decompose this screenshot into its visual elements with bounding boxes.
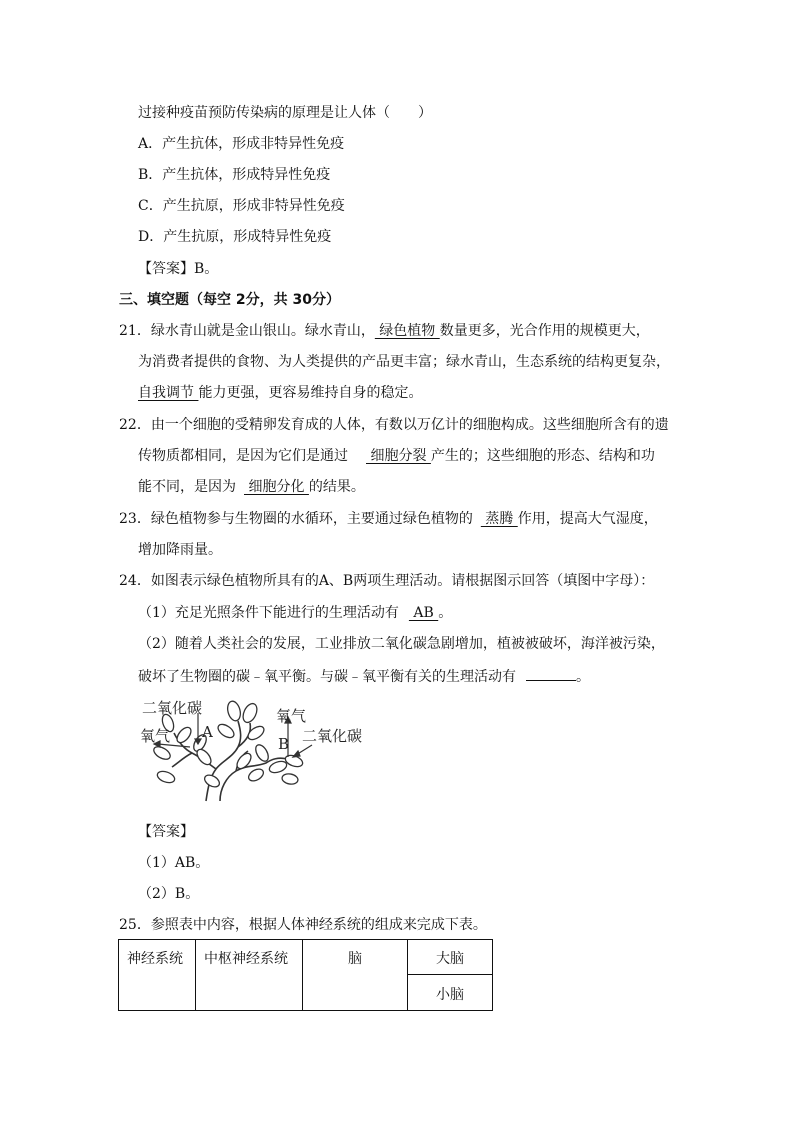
q21-text-c: 能力更强，更容易维持自身的稳定。 xyxy=(198,385,423,401)
q24-sub-2-line-2 xyxy=(138,666,590,686)
nervous-system-table xyxy=(118,939,493,1011)
q22-line-3 xyxy=(138,478,365,496)
label-o2-right: 氧气 xyxy=(276,707,307,725)
q22-text-c: 能不同，是因为 xyxy=(138,479,236,495)
plant-diagram xyxy=(138,697,374,803)
q22-answer-2: 细胞分化 xyxy=(244,479,309,495)
q21-line-1 xyxy=(119,322,650,340)
q24-answer-1: （1）AB。 xyxy=(138,855,210,871)
q20-option-b: B．产生抗体，形成特异性免疫 xyxy=(138,167,331,183)
q24-sub2-blank xyxy=(526,666,576,681)
q21-line-2: 为消费者提供的食物、为人类提供的产品更丰富；绿水青山，生态系统的结构更复杂， xyxy=(138,354,670,370)
q21-text-a: 21．绿水青山就是金山银山。绿水青山， xyxy=(119,323,375,339)
q24-answer-heading: 【答案】 xyxy=(138,824,194,840)
q21-answer-1: 绿色植物 xyxy=(374,323,440,339)
q21-answer-2: 自我调节 xyxy=(138,385,199,401)
q22-text-d: 的结果。 xyxy=(308,479,365,495)
q24-sub2-end: 。 xyxy=(576,669,590,685)
q24-answer-2: （2）B。 xyxy=(138,886,200,902)
q20-option-d: D．产生抗原，形成特异性免疫 xyxy=(138,229,332,245)
label-o2-left: 氧气 xyxy=(140,727,171,745)
cell-nervous-system: 神经系统 xyxy=(119,940,196,1011)
label-b: B xyxy=(278,735,290,753)
q20-option-c: C．产生抗原，形成非特异性免疫 xyxy=(138,198,345,214)
q20-option-a: A．产生抗体，形成非特异性免疫 xyxy=(138,136,345,152)
q24-sub2-text: 破坏了生物圈的碳﹣氧平衡。与碳﹣氧平衡有关的生理活动有 xyxy=(138,669,516,685)
q24-sub1-end: 。 xyxy=(438,605,453,621)
label-co2-left: 二氧化碳 xyxy=(142,699,203,717)
q23-line-1 xyxy=(119,510,658,528)
q22-line-2 xyxy=(138,447,655,465)
q22-answer-1: 细胞分裂 xyxy=(366,448,431,464)
q24-stem: 24．如图表示绿色植物所具有的A、B两项生理活动。请根据图示回答（填图中字母）： xyxy=(119,573,655,589)
q21-text-b: 数量更多，光合作用的规模更大， xyxy=(439,323,650,339)
label-a: A xyxy=(202,723,213,741)
arrow-b-in-head xyxy=(293,751,300,757)
q23-text-a: 23．绿色植物参与生物圈的水循环，主要通过绿色植物的 xyxy=(119,511,473,527)
q20-stem: 过接种疫苗预防传染病的原理是让人体（ ） xyxy=(138,105,432,121)
q24-sub-2-line-1: （2）随着人类社会的发展，工业排放二氧化碳急剧增加，植被被破坏，海洋被污染， xyxy=(138,636,665,652)
label-co2-right: 二氧化碳 xyxy=(302,727,363,745)
section-title: 三、填空题（每空 2分，共 30分） xyxy=(119,292,340,308)
cell-cerebrum: 大脑 xyxy=(408,940,493,975)
q24-sub1-text: （1）充足光照条件下能进行的生理活动有 xyxy=(138,605,399,621)
q23-answer: 蒸腾 xyxy=(480,511,518,527)
q20-answer: 【答案】B。 xyxy=(138,261,219,277)
q24-sub1-answer: AB xyxy=(408,605,439,621)
q22-text-a: 传物质都相同，是因为它们是通过 xyxy=(138,448,348,464)
q22-text-b: 产生的；这些细胞的形态、结构和功 xyxy=(430,448,655,464)
cell-brain: 脑 xyxy=(303,940,408,1011)
cell-cerebellum: 小脑 xyxy=(408,975,493,1011)
q23-line-2: 增加降雨量。 xyxy=(138,542,222,558)
cell-central-nervous-system: 中枢神经系统 xyxy=(196,940,303,1011)
q22-line-1: 22．由一个细胞的受精卵发育成的人体，有数以万亿计的细胞构成。这些细胞所含有的遗 xyxy=(119,417,669,433)
q25-stem: 25．参照表中内容，根据人体神经系统的组成来完成下表。 xyxy=(119,917,487,933)
q24-sub-1 xyxy=(138,604,452,622)
q23-text-b: 作用，提高大气湿度， xyxy=(517,511,658,527)
q21-line-3 xyxy=(138,384,422,402)
table-row xyxy=(119,940,493,975)
